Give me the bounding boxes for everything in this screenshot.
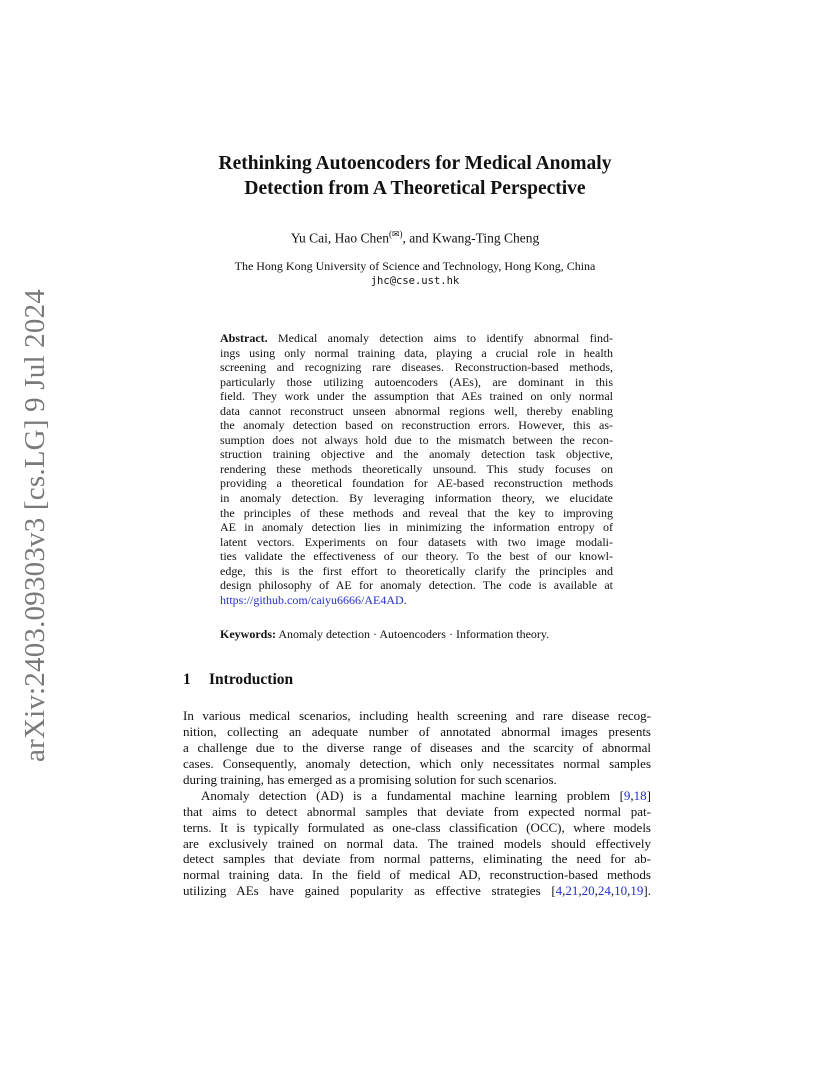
keywords bbox=[220, 627, 549, 642]
body-line: that aims to detect abnormal samples that deviate from expected normal pat- bbox=[183, 803, 651, 819]
citation-link[interactable]: 4 bbox=[555, 883, 563, 899]
abstract-line: field. They work under the assumption that AEs trained on only normal bbox=[220, 389, 613, 404]
keywords-text: Anomaly detection · Autoencoders · Information theory. bbox=[276, 627, 550, 641]
abstract-line: the principles of these methods and reveal that the key to improving bbox=[220, 505, 613, 520]
body-line: during training, has emerged as a promising solution for such scenarios. bbox=[183, 771, 557, 787]
body-line: Anomaly detection (AD) is a fundamental machine learning problem [9,18] bbox=[201, 787, 651, 803]
abstract-line: data cannot reconstruct unseen abnormal regions well, thereby enabling bbox=[220, 403, 613, 418]
abstract bbox=[220, 331, 613, 607]
abstract-line: design philosophy of AE for anomaly detection. The code is available at bbox=[220, 578, 613, 593]
code-link[interactable]: https://github.com/caiyu6666/AE4AD bbox=[220, 592, 404, 607]
arxiv-identifier: arXiv:2403.09303v3 [cs.LG] 9 Jul 2024 bbox=[18, 288, 51, 762]
section-number: 1 bbox=[183, 671, 191, 688]
abstract-line: ings using only normal training data, playing a crucial role in health bbox=[220, 345, 613, 360]
abstract-line: rendering these methods theoretically unsound. This study focuses on bbox=[220, 461, 613, 476]
abstract-line: the anomaly detection based on reconstruction errors. However, this as- bbox=[220, 418, 613, 433]
abstract-line: Abstract. Medical anomaly detection aims to identify abnormal find- bbox=[220, 331, 613, 345]
abstract-line: sumption does not always hold due to the mismatch between the recon- bbox=[220, 432, 613, 447]
abstract-line: AE in anomaly detection lies in minimizing the information entropy of bbox=[220, 520, 613, 535]
citation-link[interactable]: 24 bbox=[597, 883, 611, 899]
body-line: a challenge due to the diverse range of diseases and the scarcity of abnormal bbox=[183, 739, 651, 755]
abstract-line: latent vectors. Experiments on four datasets with two image modali- bbox=[220, 534, 613, 549]
introduction-body bbox=[183, 708, 651, 899]
abstract-line: ties validate the effectiveness of our theory. To the best of our knowl- bbox=[220, 549, 613, 564]
title-line: Rethinking Autoencoders for Medical Anomaly bbox=[218, 153, 612, 174]
citation-link[interactable]: 19 bbox=[630, 883, 644, 899]
abstract-line: edge, this is the first effort to theoretically clarify the principles and bbox=[220, 563, 613, 578]
author-email: jhc@cse.ust.hk bbox=[370, 275, 460, 287]
abstract-line: struction training objective and the anomaly detection task objective, bbox=[220, 447, 613, 462]
author-name: Hao Chen bbox=[334, 230, 389, 246]
author-name: , and Kwang-Ting Cheng bbox=[402, 230, 540, 246]
abstract-line: screening and recognizing rare diseases. Reconstruction-based methods, bbox=[220, 360, 613, 375]
section-heading bbox=[183, 671, 293, 689]
author-name: Yu Cai, bbox=[290, 230, 335, 246]
body-line: nition, collecting an adequate number of annotated abnormal images presents bbox=[183, 723, 651, 739]
abstract-line: https://github.com/caiyu6666/AE4AD. bbox=[220, 592, 407, 607]
body-line: utilizing AEs have gained popularity as effective strategies [4,21,20,24,10,19]. bbox=[183, 883, 651, 899]
author-list bbox=[130, 229, 700, 247]
arxiv-sidebar bbox=[6, 288, 64, 762]
title-line: Detection from A Theoretical Perspective bbox=[244, 178, 586, 199]
abstract-label: Abstract. bbox=[220, 331, 268, 345]
citation-link[interactable]: 18 bbox=[633, 787, 647, 803]
citation-link[interactable]: 10 bbox=[614, 883, 628, 899]
section-title: Introduction bbox=[209, 671, 294, 688]
envelope-icon: (✉) bbox=[388, 229, 403, 239]
body-line: In various medical scenarios, including health screening and rare disease recog- bbox=[183, 708, 651, 723]
body-line: cases. Consequently, anomaly detection, which only necessitates normal samples bbox=[183, 755, 651, 771]
abstract-line: particularly those utilizing autoencoders (AEs), are dominant in this bbox=[220, 374, 613, 389]
body-line: are exclusively trained on normal data. The trained models should effectively bbox=[183, 835, 651, 851]
body-line: terns. It is typically formulated as one-class classification (OCC), where models bbox=[183, 819, 651, 835]
affiliation: The Hong Kong University of Science and Technology, Hong Kong, China bbox=[234, 259, 596, 273]
citation-link[interactable]: 21 bbox=[565, 883, 579, 899]
abstract-line: providing a theoretical foundation for AE-based reconstruction methods bbox=[220, 476, 613, 491]
citation-link[interactable]: 20 bbox=[581, 883, 595, 899]
citation-link[interactable]: 9 bbox=[623, 787, 631, 803]
body-line: detect samples that deviate from normal patterns, eliminating the need for ab- bbox=[183, 851, 651, 867]
body-line: normal training data. In the field of medical AD, reconstruction-based methods bbox=[183, 867, 651, 883]
paper-title bbox=[130, 151, 700, 201]
keywords-label: Keywords: bbox=[220, 627, 276, 641]
abstract-line: in anomaly detection. By leveraging information theory, we elucidate bbox=[220, 491, 613, 506]
